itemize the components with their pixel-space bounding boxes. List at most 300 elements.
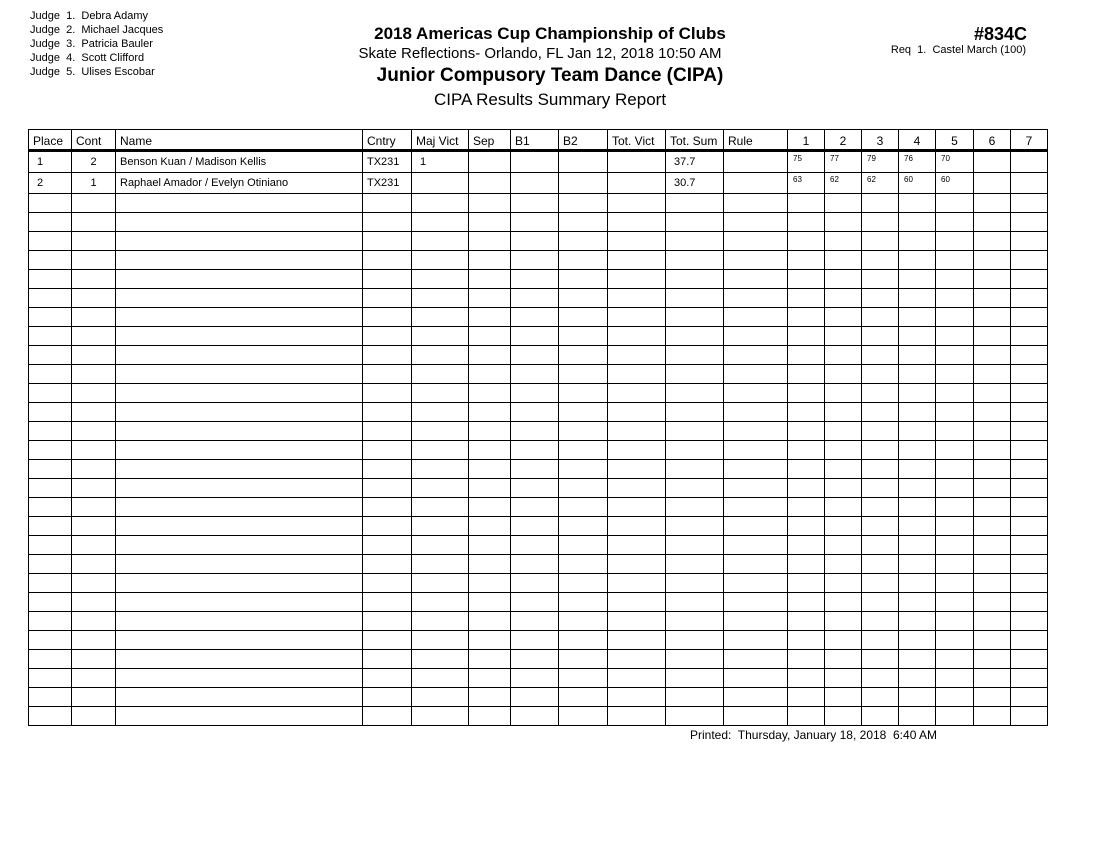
empty-cell (469, 536, 511, 555)
empty-cell (899, 251, 936, 270)
empty-cell (72, 289, 116, 308)
empty-cell (788, 213, 825, 232)
empty-cell (29, 194, 72, 213)
empty-cell (899, 517, 936, 536)
empty-cell (116, 365, 363, 384)
empty-cell (608, 669, 666, 688)
empty-cell (862, 498, 899, 517)
empty-cell (469, 346, 511, 365)
empty-cell (862, 251, 899, 270)
empty-cell (363, 384, 412, 403)
empty-cell (724, 194, 788, 213)
empty-cell (899, 232, 936, 251)
empty-cell (116, 650, 363, 669)
sep (469, 151, 511, 173)
empty-cell (469, 631, 511, 650)
empty-cell (363, 460, 412, 479)
empty-cell (559, 460, 608, 479)
col-maj-vict: Maj Vict (412, 130, 469, 151)
empty-cell (116, 612, 363, 631)
empty-cell (559, 669, 608, 688)
empty-cell (724, 251, 788, 270)
empty-table-row (29, 308, 1048, 327)
empty-cell (788, 688, 825, 707)
empty-table-row (29, 270, 1048, 289)
empty-cell (1011, 555, 1048, 574)
empty-cell (72, 574, 116, 593)
empty-cell (363, 194, 412, 213)
empty-cell (788, 650, 825, 669)
empty-cell (469, 707, 511, 726)
empty-cell (1011, 422, 1048, 441)
empty-cell (559, 650, 608, 669)
empty-cell (1011, 460, 1048, 479)
empty-cell (608, 194, 666, 213)
empty-cell (469, 308, 511, 327)
empty-cell (29, 593, 72, 612)
empty-cell (862, 574, 899, 593)
empty-cell (412, 593, 469, 612)
empty-cell (825, 441, 862, 460)
tot-sum: 37.7 (666, 151, 724, 173)
empty-cell (974, 213, 1011, 232)
empty-cell (788, 460, 825, 479)
empty-cell (72, 441, 116, 460)
empty-cell (559, 194, 608, 213)
empty-cell (511, 517, 559, 536)
empty-cell (862, 327, 899, 346)
empty-cell (899, 384, 936, 403)
empty-cell (724, 650, 788, 669)
empty-cell (29, 403, 72, 422)
empty-cell (559, 498, 608, 517)
empty-cell (666, 422, 724, 441)
empty-cell (363, 308, 412, 327)
empty-cell (974, 517, 1011, 536)
empty-cell (666, 498, 724, 517)
venue-date: Skate Reflections- Orlando, FL Jan 12, 2018 10:50 AM (358, 45, 722, 62)
empty-cell (1011, 289, 1048, 308)
empty-cell (116, 460, 363, 479)
empty-cell (511, 289, 559, 308)
empty-cell (1011, 631, 1048, 650)
empty-cell (788, 251, 825, 270)
empty-cell (559, 232, 608, 251)
empty-cell (469, 612, 511, 631)
empty-cell (412, 536, 469, 555)
empty-cell (116, 593, 363, 612)
empty-cell (899, 422, 936, 441)
empty-cell (936, 517, 974, 536)
empty-cell (363, 574, 412, 593)
empty-cell (559, 422, 608, 441)
empty-cell (974, 555, 1011, 574)
empty-cell (974, 688, 1011, 707)
empty-cell (666, 251, 724, 270)
judge-7-score (1011, 151, 1048, 173)
empty-cell (511, 555, 559, 574)
empty-table-row (29, 631, 1048, 650)
empty-cell (412, 517, 469, 536)
empty-cell (29, 308, 72, 327)
cntry: TX231 (363, 173, 412, 194)
empty-table-row (29, 327, 1048, 346)
empty-cell (1011, 517, 1048, 536)
empty-cell (936, 593, 974, 612)
empty-cell (363, 612, 412, 631)
empty-cell (862, 422, 899, 441)
empty-table-row (29, 384, 1048, 403)
empty-cell (1011, 669, 1048, 688)
empty-cell (559, 327, 608, 346)
empty-table-row (29, 555, 1048, 574)
empty-cell (974, 346, 1011, 365)
empty-cell (825, 213, 862, 232)
empty-cell (72, 650, 116, 669)
empty-cell (936, 327, 974, 346)
empty-cell (608, 365, 666, 384)
empty-cell (936, 194, 974, 213)
empty-cell (559, 555, 608, 574)
empty-cell (825, 232, 862, 251)
empty-cell (862, 479, 899, 498)
empty-cell (608, 289, 666, 308)
empty-cell (559, 593, 608, 612)
empty-cell (936, 498, 974, 517)
sep (469, 173, 511, 194)
empty-cell (412, 707, 469, 726)
empty-cell (72, 194, 116, 213)
empty-cell (412, 308, 469, 327)
empty-cell (363, 403, 412, 422)
empty-cell (116, 251, 363, 270)
empty-cell (363, 517, 412, 536)
empty-cell (29, 289, 72, 308)
empty-cell (974, 612, 1011, 631)
empty-cell (559, 403, 608, 422)
empty-cell (1011, 536, 1048, 555)
empty-cell (936, 384, 974, 403)
empty-cell (974, 308, 1011, 327)
empty-cell (469, 194, 511, 213)
empty-cell (936, 574, 974, 593)
empty-cell (511, 460, 559, 479)
empty-cell (862, 631, 899, 650)
empty-cell (899, 593, 936, 612)
empty-cell (1011, 479, 1048, 498)
empty-cell (974, 669, 1011, 688)
header-row (29, 130, 1048, 151)
empty-cell (363, 707, 412, 726)
empty-cell (29, 650, 72, 669)
empty-cell (412, 631, 469, 650)
empty-cell (469, 574, 511, 593)
col-sep: Sep (469, 130, 511, 151)
empty-cell (825, 593, 862, 612)
empty-cell (788, 232, 825, 251)
empty-cell (936, 650, 974, 669)
empty-cell (608, 441, 666, 460)
empty-cell (936, 612, 974, 631)
empty-cell (29, 270, 72, 289)
empty-cell (363, 688, 412, 707)
empty-cell (559, 631, 608, 650)
empty-table-row (29, 612, 1048, 631)
empty-cell (724, 213, 788, 232)
empty-cell (825, 384, 862, 403)
empty-cell (469, 327, 511, 346)
empty-cell (511, 251, 559, 270)
empty-cell (116, 289, 363, 308)
empty-cell (412, 327, 469, 346)
empty-cell (412, 270, 469, 289)
col-b2: B2 (559, 130, 608, 151)
empty-cell (608, 707, 666, 726)
empty-cell (29, 422, 72, 441)
empty-cell (825, 270, 862, 289)
empty-cell (559, 707, 608, 726)
empty-cell (29, 555, 72, 574)
empty-cell (559, 289, 608, 308)
empty-cell (29, 707, 72, 726)
empty-cell (116, 232, 363, 251)
judge-5: Judge 5. Ulises Escobar (30, 66, 155, 78)
empty-cell (363, 346, 412, 365)
empty-cell (116, 441, 363, 460)
empty-cell (974, 270, 1011, 289)
empty-cell (72, 460, 116, 479)
empty-table-row (29, 460, 1048, 479)
empty-cell (974, 536, 1011, 555)
empty-cell (116, 555, 363, 574)
empty-cell (412, 650, 469, 669)
empty-cell (974, 232, 1011, 251)
empty-cell (724, 308, 788, 327)
empty-cell (72, 707, 116, 726)
empty-cell (724, 669, 788, 688)
empty-cell (936, 232, 974, 251)
empty-cell (29, 479, 72, 498)
empty-cell (862, 555, 899, 574)
empty-cell (511, 669, 559, 688)
empty-cell (825, 479, 862, 498)
rule (724, 173, 788, 194)
empty-table-row (29, 251, 1048, 270)
empty-cell (936, 270, 974, 289)
empty-cell (72, 688, 116, 707)
empty-cell (363, 498, 412, 517)
empty-cell (72, 536, 116, 555)
empty-cell (788, 403, 825, 422)
empty-table-row (29, 441, 1048, 460)
empty-cell (788, 422, 825, 441)
empty-cell (559, 308, 608, 327)
empty-cell (788, 517, 825, 536)
empty-cell (29, 346, 72, 365)
empty-cell (862, 612, 899, 631)
empty-table-row (29, 479, 1048, 498)
empty-cell (608, 308, 666, 327)
empty-cell (788, 327, 825, 346)
judge-5-score: 70 (936, 151, 974, 173)
empty-cell (825, 498, 862, 517)
empty-cell (29, 612, 72, 631)
empty-cell (862, 669, 899, 688)
empty-cell (363, 536, 412, 555)
empty-cell (608, 460, 666, 479)
empty-cell (1011, 498, 1048, 517)
empty-cell (412, 574, 469, 593)
empty-cell (936, 536, 974, 555)
empty-cell (666, 479, 724, 498)
printed-timestamp: Printed: Thursday, January 18, 2018 6:40 AM (690, 728, 938, 742)
empty-cell (29, 460, 72, 479)
empty-cell (412, 479, 469, 498)
empty-cell (788, 479, 825, 498)
empty-cell (72, 384, 116, 403)
empty-cell (899, 327, 936, 346)
place: 2 (29, 173, 72, 194)
empty-cell (862, 403, 899, 422)
empty-cell (788, 441, 825, 460)
empty-cell (666, 194, 724, 213)
empty-cell (363, 441, 412, 460)
col-tot-sum: Tot. Sum (666, 130, 724, 151)
empty-cell (116, 688, 363, 707)
empty-cell (862, 650, 899, 669)
empty-cell (666, 574, 724, 593)
empty-cell (608, 650, 666, 669)
empty-cell (862, 707, 899, 726)
empty-cell (666, 650, 724, 669)
report-title: CIPA Results Summary Report (433, 90, 667, 109)
empty-cell (511, 707, 559, 726)
empty-cell (608, 251, 666, 270)
empty-cell (469, 517, 511, 536)
empty-cell (825, 669, 862, 688)
empty-cell (559, 346, 608, 365)
empty-cell (29, 669, 72, 688)
empty-cell (862, 194, 899, 213)
judge-7-score (1011, 173, 1048, 194)
empty-cell (974, 289, 1011, 308)
empty-cell (511, 650, 559, 669)
empty-cell (936, 555, 974, 574)
empty-cell (363, 631, 412, 650)
empty-cell (412, 669, 469, 688)
empty-cell (862, 460, 899, 479)
empty-cell (936, 213, 974, 232)
empty-cell (899, 213, 936, 232)
b1 (511, 173, 559, 194)
empty-cell (412, 365, 469, 384)
empty-table-row (29, 403, 1048, 422)
empty-cell (788, 555, 825, 574)
empty-cell (511, 631, 559, 650)
empty-table-row (29, 422, 1048, 441)
judge-3-score: 62 (862, 173, 899, 194)
empty-cell (363, 289, 412, 308)
empty-cell (116, 631, 363, 650)
empty-cell (29, 574, 72, 593)
empty-cell (666, 460, 724, 479)
judge-2-score: 62 (825, 173, 862, 194)
col-cont: Cont (72, 130, 116, 151)
judge-2: Judge 2. Michael Jacques (30, 24, 164, 36)
empty-cell (666, 232, 724, 251)
empty-cell (608, 498, 666, 517)
empty-table-row (29, 593, 1048, 612)
empty-cell (974, 365, 1011, 384)
empty-cell (666, 327, 724, 346)
empty-cell (724, 422, 788, 441)
empty-cell (608, 232, 666, 251)
empty-cell (899, 441, 936, 460)
empty-cell (608, 346, 666, 365)
empty-cell (899, 707, 936, 726)
empty-cell (788, 612, 825, 631)
empty-cell (899, 688, 936, 707)
empty-cell (666, 213, 724, 232)
empty-table-row (29, 365, 1048, 384)
empty-cell (72, 346, 116, 365)
empty-cell (899, 574, 936, 593)
empty-cell (116, 346, 363, 365)
table-row (29, 151, 1048, 173)
empty-cell (788, 346, 825, 365)
empty-cell (412, 555, 469, 574)
empty-cell (608, 213, 666, 232)
empty-cell (116, 669, 363, 688)
empty-cell (666, 308, 724, 327)
empty-cell (72, 365, 116, 384)
empty-cell (974, 498, 1011, 517)
empty-cell (511, 213, 559, 232)
empty-cell (29, 441, 72, 460)
empty-cell (363, 213, 412, 232)
judge-6-score (974, 173, 1011, 194)
empty-cell (724, 403, 788, 422)
empty-cell (936, 422, 974, 441)
empty-cell (469, 498, 511, 517)
empty-cell (899, 460, 936, 479)
empty-cell (116, 403, 363, 422)
empty-cell (511, 232, 559, 251)
empty-cell (412, 289, 469, 308)
empty-cell (72, 479, 116, 498)
empty-cell (666, 346, 724, 365)
empty-cell (899, 498, 936, 517)
empty-cell (862, 384, 899, 403)
empty-cell (511, 403, 559, 422)
empty-cell (724, 384, 788, 403)
empty-table-row (29, 194, 1048, 213)
empty-cell (116, 213, 363, 232)
empty-cell (1011, 403, 1048, 422)
empty-cell (788, 384, 825, 403)
empty-cell (825, 346, 862, 365)
empty-cell (469, 403, 511, 422)
empty-cell (608, 479, 666, 498)
empty-cell (936, 631, 974, 650)
empty-cell (936, 251, 974, 270)
empty-cell (363, 251, 412, 270)
empty-cell (974, 441, 1011, 460)
empty-cell (511, 574, 559, 593)
empty-cell (559, 536, 608, 555)
empty-cell (974, 479, 1011, 498)
empty-cell (1011, 650, 1048, 669)
